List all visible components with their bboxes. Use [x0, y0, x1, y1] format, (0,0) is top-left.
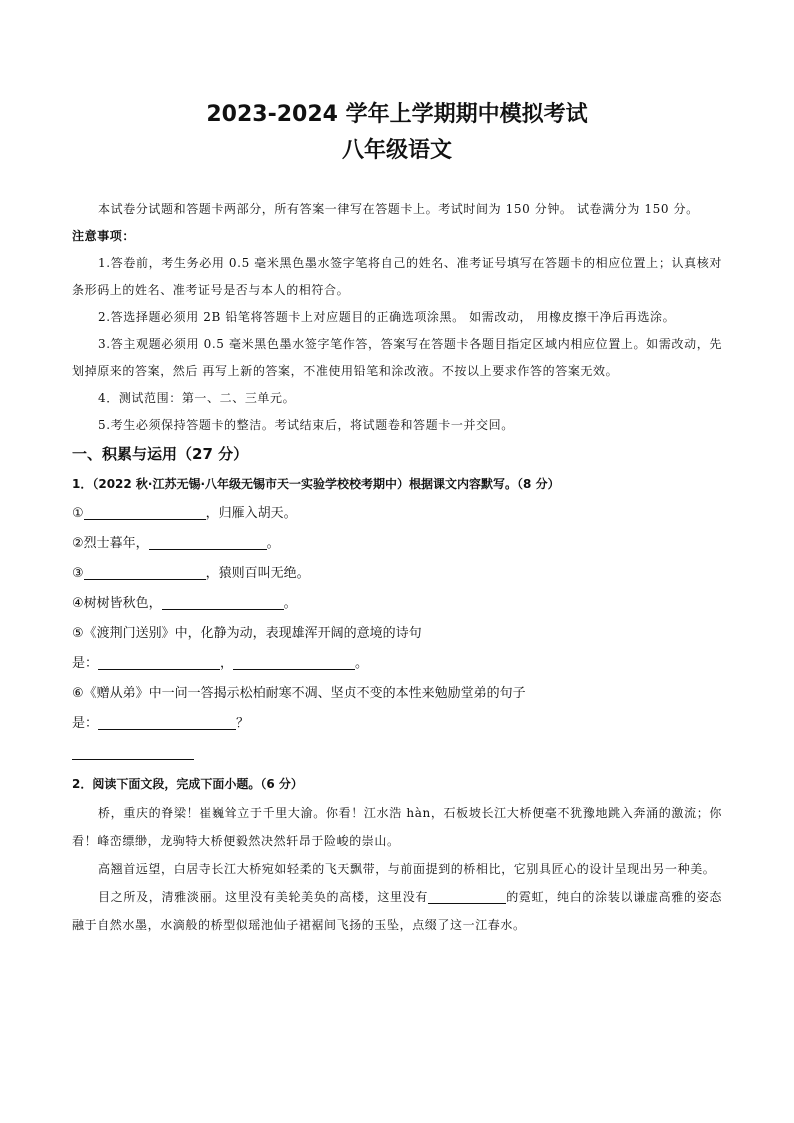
line-suffix: ，猿则百叫无绝。 — [205, 566, 310, 581]
line-prefix: ②烈士暮年， — [72, 536, 149, 551]
line-separator: ， — [220, 656, 234, 671]
notes-heading: 注意事项： — [72, 229, 136, 243]
exam-subtitle: 八年级语文 — [341, 138, 452, 163]
line-prefix: ④树树皆秋色， — [72, 596, 162, 611]
dictation-line-2 — [72, 529, 722, 559]
answer-blank[interactable] — [233, 653, 355, 670]
dictation-line-6-answer — [72, 709, 722, 739]
answer-blank[interactable] — [84, 503, 206, 520]
question-1-heading: 1．（2022 秋·江苏无锡·八年级无锡市天一实验学校校考期中）根据课文内容默写。（8 分） — [72, 477, 560, 491]
dictation-line-5-answer — [72, 649, 722, 679]
dictation-line-4 — [72, 589, 722, 619]
exam-title: 2023-2024 学年上学期期中模拟考试 — [206, 102, 588, 127]
answer-blank[interactable] — [98, 713, 236, 730]
paragraph-suffix: 的霓虹，纯白的涂装以谦虚高雅的姿态融于自然水墨，水滴般的桥型似瑶池仙子裙裾间飞扬的玉坠，点缀了这一江春水。 — [72, 890, 722, 932]
passage-paragraph-2: 高翘首远望，白居寺长江大桥宛如轻柔的飞天飘带，与前面提到的桥相比，它别具匠心的设计呈现出另一种美。 — [98, 862, 716, 876]
line-suffix: ，归雁入胡天。 — [205, 506, 297, 521]
exam-page — [72, 100, 722, 939]
passage-paragraph-1: 桥，重庆的脊梁！崔巍耸立于千里大渝。你看！江水浩 hàn，石板坡长江大桥便毫不犹豫地跳入奔涌的激流；你看！峰峦缥缈，龙驹特大桥便毅然决然轩昂于险峻的崇山。 — [72, 806, 722, 848]
line-suffix: ？ — [236, 716, 250, 731]
note-item-1: 1.答卷前，考生务必用 0.5 毫米黑色墨水签字笔将自己的姓名、准考证号填写在答题卡的相应位置上；认真核对条形码上的姓名、准考证号是否与本人的相符合。 — [72, 256, 722, 297]
line-suffix: 。 — [266, 536, 280, 551]
dictation-line-6-answer-2 — [72, 739, 722, 769]
line-prefix: ① — [72, 506, 84, 521]
section-heading: 一、积累与运用（27 分） — [72, 445, 249, 463]
paragraph-prefix: 目之所及，清雅淡丽。这里没有美轮美奂的高楼，这里没有 — [98, 890, 429, 904]
dictation-line-6: ⑥《赠从弟》中一问一答揭示松柏耐寒不凋、坚贞不变的本性来勉励堂弟的句子 — [72, 686, 526, 701]
line-suffix: 。 — [283, 596, 297, 611]
dictation-line-5: ⑤《渡荆门送别》中，化静为动，表现雄浑开阔的意境的诗句 — [72, 626, 422, 641]
line-prefix: 是： — [72, 656, 99, 671]
answer-blank[interactable] — [162, 593, 284, 610]
note-item-3: 3.答主观题必须用 0.5 毫米黑色墨水签字笔作答，答案写在答题卡各题目指定区域内相应位置上。如需改动，先划掉原来的答案，然后 再写上新的答案，不准使用铅笔和涂改液。不按以上要求作答的答案无效。 — [72, 337, 722, 378]
passage-paragraph-3 — [72, 883, 722, 939]
answer-blank[interactable] — [84, 563, 206, 580]
line-suffix: 。 — [355, 656, 369, 671]
question-2-heading: 2．阅读下面文段，完成下面小题。（6 分） — [72, 777, 303, 791]
intro-paragraph: 本试卷分试题和答题卡两部分，所有答案一律写在答题卡上。考试时间为 150 分钟。 试卷满分为 150 分。 — [98, 202, 699, 216]
answer-blank[interactable] — [428, 887, 506, 904]
note-item-2: 2.答选择题必须用 2B 铅笔将答题卡上对应题目的正确选项涂黑。 如需改动， 用橡皮擦干净后再选涂。 — [98, 310, 676, 324]
line-prefix: 是： — [72, 716, 99, 731]
answer-blank[interactable] — [149, 533, 267, 550]
answer-blank[interactable] — [72, 743, 194, 760]
dictation-line-1 — [72, 499, 722, 529]
note-item-5: 5.考生必须保持答题卡的整洁。考试结束后，将试题卷和答题卡一并交回。 — [98, 418, 514, 432]
dictation-line-3 — [72, 559, 722, 589]
answer-blank[interactable] — [98, 653, 220, 670]
note-item-4: 4．测试范围：第一、二、三单元。 — [98, 391, 296, 405]
line-prefix: ③ — [72, 566, 84, 581]
